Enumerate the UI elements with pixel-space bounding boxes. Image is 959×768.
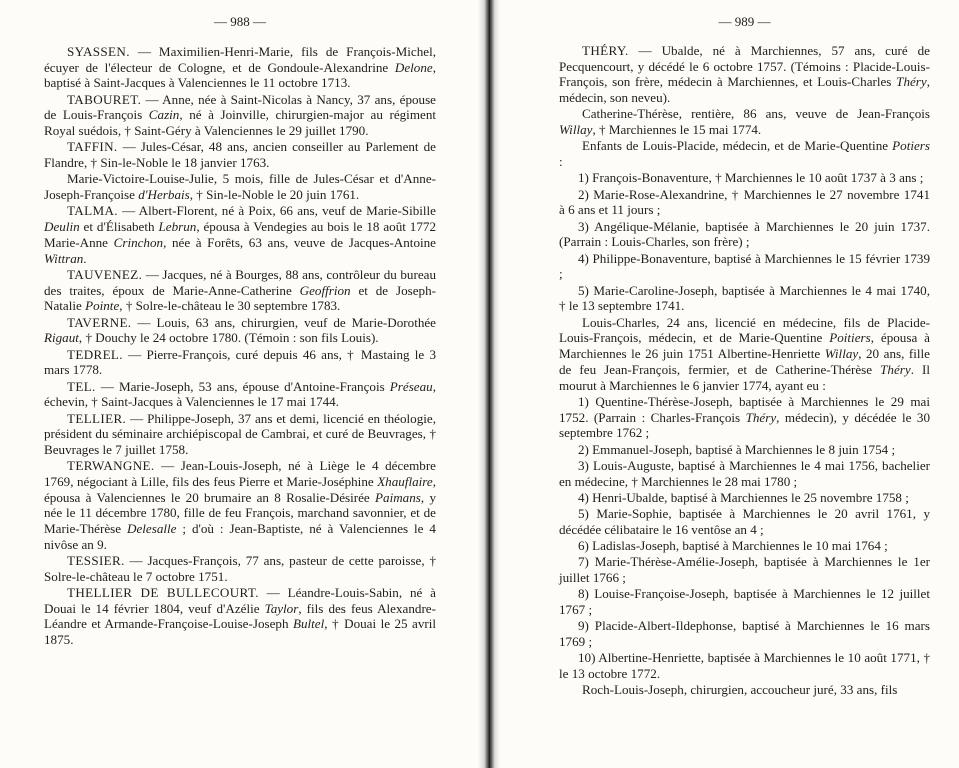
entry-text: — Léandre-Louis-Sabin, né à Douai le 14 février 1804, veuf d'Azélie [44,585,436,616]
entry-text: 1) François-Bonaventure, † Marchiennes le 10 août 1737 à 3 ans ; [578,170,924,186]
entry [44,315,436,346]
entry-text: , épousa à Vendegies au bois le 18 août 1772 Marie-Anne [44,219,436,250]
entry-text: — Anne, née à Saint-Nicolas à Nancy, 37 ans, épouse de Louis-François [44,91,436,123]
entry [44,44,436,91]
entry-text: — Jean-Louis-Joseph, né à Liège le 4 décembre 1769, négociant à Lille, fils des feus Pierre et Marie-Joséphine [44,458,436,489]
entry-text: 9) Placide-Albert-Ildephonse, baptisé à Marchiennes le 16 mars 1769 ; [559,618,930,650]
entry-italic-name: Pointe [85,298,120,314]
entry-text: , né à Joinville, chirurgien-major au régiment Royal suédois, † Saint-Géry à Valenciennes le 29 juillet 1790. [44,107,437,139]
entry-surname: TESSIER. [67,553,125,569]
entry-italic-name: Potiers [892,138,930,154]
entry-text: 4) Philippe-Bonaventure, baptisé à Marchiennes le 15 février 1739 ; [559,250,930,282]
right-page [559,0,930,768]
entry [559,43,930,106]
entry-italic-name: Delesalle [127,521,177,537]
entry [44,171,436,202]
entry-text: Roch-Louis-Joseph, chirurgien, accoucheur juré, 33 ans, fils [582,682,898,698]
entry-text: , fils des feus Alexandre-Léandre et Armande-Françoise-Louise-Joseph [44,600,436,632]
entry-surname: TAVERNE. [67,314,132,330]
entry-surname: TAFFIN. [67,139,118,155]
entry-surname: TERWANGNE. [67,458,155,474]
entry-text: et d'Élisabeth [79,219,159,235]
entry-text: 1) Quentine-Thérèse-Joseph, baptisée à Marchiennes le 29 mai 1752. (Parrain : Charles-François [559,393,930,425]
entry-text: 3) Louis-Auguste, baptisé à Marchiennes le 4 mai 1756, bachelier en médecine, † Marchiennes le 28 mai 1780 ; [559,457,930,489]
entry-italic-name: Cazin [148,107,180,123]
entry-text: , † Marchiennes le 15 mai 1774. [592,122,762,138]
entry-surname: THELLIER DE BULLECOURT. [67,585,259,601]
entry [44,553,436,584]
entry-text: , médecin, son neveu). [559,74,930,106]
entry-text: . [83,250,87,266]
entry-surname: TABOURET. [67,91,142,107]
entry-text: — Philippe-Joseph, 37 ans et demi, licencié en théologie, président du séminaire archiépiscopal de Cambrai, et curé de Beuvrages, † Beuvrages le 7 juillet 1758. [44,410,436,457]
entry [559,458,930,489]
entry-list [44,44,436,648]
entry-text: — Ubalde, né à Marchiennes, 57 ans, curé de Pecquencourt, y décédé le 6 octobre 1757. (Témoins : Placide-Louis-François, son frère, médecin à Marchiennes, et Louis-Charles [559,43,930,90]
entry [559,394,930,441]
entry-text: Louis-Charles, 24 ans, licencié en médecine, fils de Placide-Louis-François, médecin, et de Marie-Quentine [559,314,930,346]
entry-text: — Albert-Florent, né à Poix, 66 ans, veuf de Marie-Sibille [117,203,436,219]
entry-text: 10) Albertine-Henriette, baptisée à Marchiennes le 10 août 1771, † le 13 octobre 1772. [559,650,930,682]
entry-italic-name: Delone [394,59,433,75]
entry-text: , épousa à Valenciennes le 20 brumaire an 8 Rosalie-Désirée [44,473,436,505]
entry-italic-name: Taylor [264,600,299,616]
entry [559,442,930,458]
entry [559,219,930,250]
entry [559,283,930,314]
entry [559,650,930,681]
entry-text: 2) Emmanuel-Joseph, baptisé à Marchiennes le 8 juin 1754 ; [578,441,896,457]
entry-list [559,43,930,699]
entry-text: 6) Ladislas-Joseph, baptisé à Marchiennes le 10 mai 1764 ; [578,538,888,554]
entry [559,315,930,394]
entry-text: , 20 ans, fille de feu Jean-François, fermier, et de Catherine-Thérèse [559,346,930,377]
entry-text: : [559,154,563,170]
entry-text: 5) Marie-Sophie, baptisée à Marchiennes le 20 avril 1761, y décédée célibataire le 16 ventôse an 4 ; [559,506,930,537]
entry-surname: TAUVENEZ. [67,266,143,282]
entry [559,618,930,649]
entry-surname: SYASSEN. [67,44,130,59]
entry-italic-name: Deulin [44,219,80,235]
entry-text: — Maximilien-Henri-Marie, fils de François-Michel, écuyer de l'électeur de Cologne, et de Gondoule-Alexandrine [44,44,436,75]
entry-text: — Louis, 63 ans, chirurgien, veuf de Marie-Dorothée [131,314,436,330]
entry [559,187,930,218]
entry [559,170,930,186]
entry-italic-name: Lebrun [158,219,197,235]
entry-italic-name: Préseau [389,378,433,394]
entry-surname: THÉRY. [582,43,629,58]
entry-surname: TEDREL. [67,346,123,362]
entry-text: 7) Marie-Thérèse-Amélie-Joseph, baptisée à Marchiennes le 1er juillet 1766 ; [559,554,930,586]
entry [559,506,930,537]
entry-text: 8) Louise-Françoise-Joseph, baptisée à Marchiennes le 12 juillet 1767 ; [559,586,930,618]
entry-italic-name: Rigaut [44,330,79,346]
entry-text: ; d'où : Jean-Baptiste, né à Valenciennes le 4 nivôse an 9. [44,521,436,552]
entry-text: Catherine-Thérèse, rentière, 86 ans, veuve de Jean-François [582,106,930,122]
entry-italic-name: Théry [896,74,927,90]
page-number: — 988 — [214,14,266,29]
entry-text: , † Douai le 25 avril 1875. [44,616,437,648]
entry [44,267,436,314]
entry-italic-name: Bultel [292,616,325,632]
entry-text: — Jules-César, 48 ans, ancien conseiller au Parlement de Flandre, † Sin-le-Noble le 18 janvier 1763. [44,139,436,171]
entry-text: , † Solre-le-château le 30 septembre 1783. [119,298,341,314]
entry [44,379,436,410]
entry-text: , y née le 11 décembre 1780, fille de feu François, marchand savonnier, et de Marie-Thérèse [44,489,436,537]
entry [559,251,930,282]
entry [559,490,930,506]
entry-text: et de Joseph-Natalie [44,282,436,314]
entry-italic-name: Poitiers [829,330,871,346]
entry-text: , médecin), y décédée le 30 septembre 1762 ; [559,409,930,441]
entry-surname: TALMA. [67,203,118,219]
entry [559,554,930,585]
entry [44,139,436,170]
entry [44,458,436,552]
entry [44,585,436,648]
entry-text: — Marie-Joseph, 53 ans, épouse d'Antoine-François [95,378,390,394]
entry [559,106,930,137]
entry-text: Enfants de Louis-Placide, médecin, et de Marie-Quentine [582,138,893,154]
entry-text: . Il mourut à Marchiennes le 6 janvier 1774, ayant eu : [559,361,930,393]
entry-text: , † Douchy le 24 octobre 1780. (Témoin : son fils Louis). [78,330,379,346]
entry-text: , épousa à Marchiennes le 26 juin 1751 Albertine-Henriette [559,330,930,362]
entry-text: — Jacques-François, 77 ans, pasteur de cette paroisse, † Solre-le-château le 7 octobre 1751. [44,553,436,584]
entry-italic-name: Geoffrion [299,282,351,298]
entry-text: 4) Henri-Ubalde, baptisé à Marchiennes le 25 novembre 1758 ; [578,489,909,505]
entry-text: — Pierre-François, curé depuis 46 ans, † Mastaing le 3 mars 1778. [44,346,436,378]
book-spine [478,0,500,768]
entry-italic-name: Wittran [44,250,84,266]
entry-italic-name: Xhauflaire [377,473,433,489]
entry-text: , baptisé à Saint-Jacques à Valenciennes le 11 octobre 1713. [44,59,436,91]
entry-italic-name: d'Herbais [138,187,190,203]
entry-italic-name: Crinchon [113,234,164,250]
entry-text: , échevin, † Saint-Jacques à Valenciennes le 17 mai 1744. [44,378,436,410]
entry [44,203,436,266]
entry [44,92,436,139]
entry-italic-name: Paimans [375,489,421,505]
entry-surname: TELLIER. [67,410,127,426]
entry-italic-name: Théry [745,409,777,425]
entry-text: Marie-Victoire-Louise-Julie, 5 mois, fille de Jules-César et d'Anne-Joseph-Françoise [44,171,436,203]
entry-italic-name: Willay [559,122,593,138]
entry-text: , † Sin-le-Noble le 20 juin 1761. [189,187,360,203]
entry [559,138,930,169]
entry-text: 5) Marie-Caroline-Joseph, baptisée à Marchiennes le 4 mai 1740, † le 13 septembre 1741. [559,282,930,314]
page-number: — 989 — [718,14,771,29]
entry-text: 3) Angélique-Mélanie, baptisée à Marchiennes le 20 juin 1737. (Parrain : Louis-Charles, son frère) ; [559,218,930,250]
entry-text: 2) Marie-Rose-Alexandrine, † Marchiennes le 27 novembre 1741 à 6 ans et 11 jours ; [559,186,930,218]
entry [44,347,436,378]
entry-text: , née à Forêts, 63 ans, veuve de Jacques-Antoine [163,234,436,250]
entry-italic-name: Willay [824,346,859,362]
entry-italic-name: Théry [880,361,911,377]
entry-surname: TEL. [67,378,96,394]
entry [559,538,930,554]
entry-text: — Jacques, né à Bourges, 88 ans, contrôleur du bureau des traites, époux de Marie-Anne-Catherine [44,266,436,298]
entry [44,411,436,458]
entry [559,586,930,617]
left-page [44,0,436,768]
entry [559,682,930,698]
